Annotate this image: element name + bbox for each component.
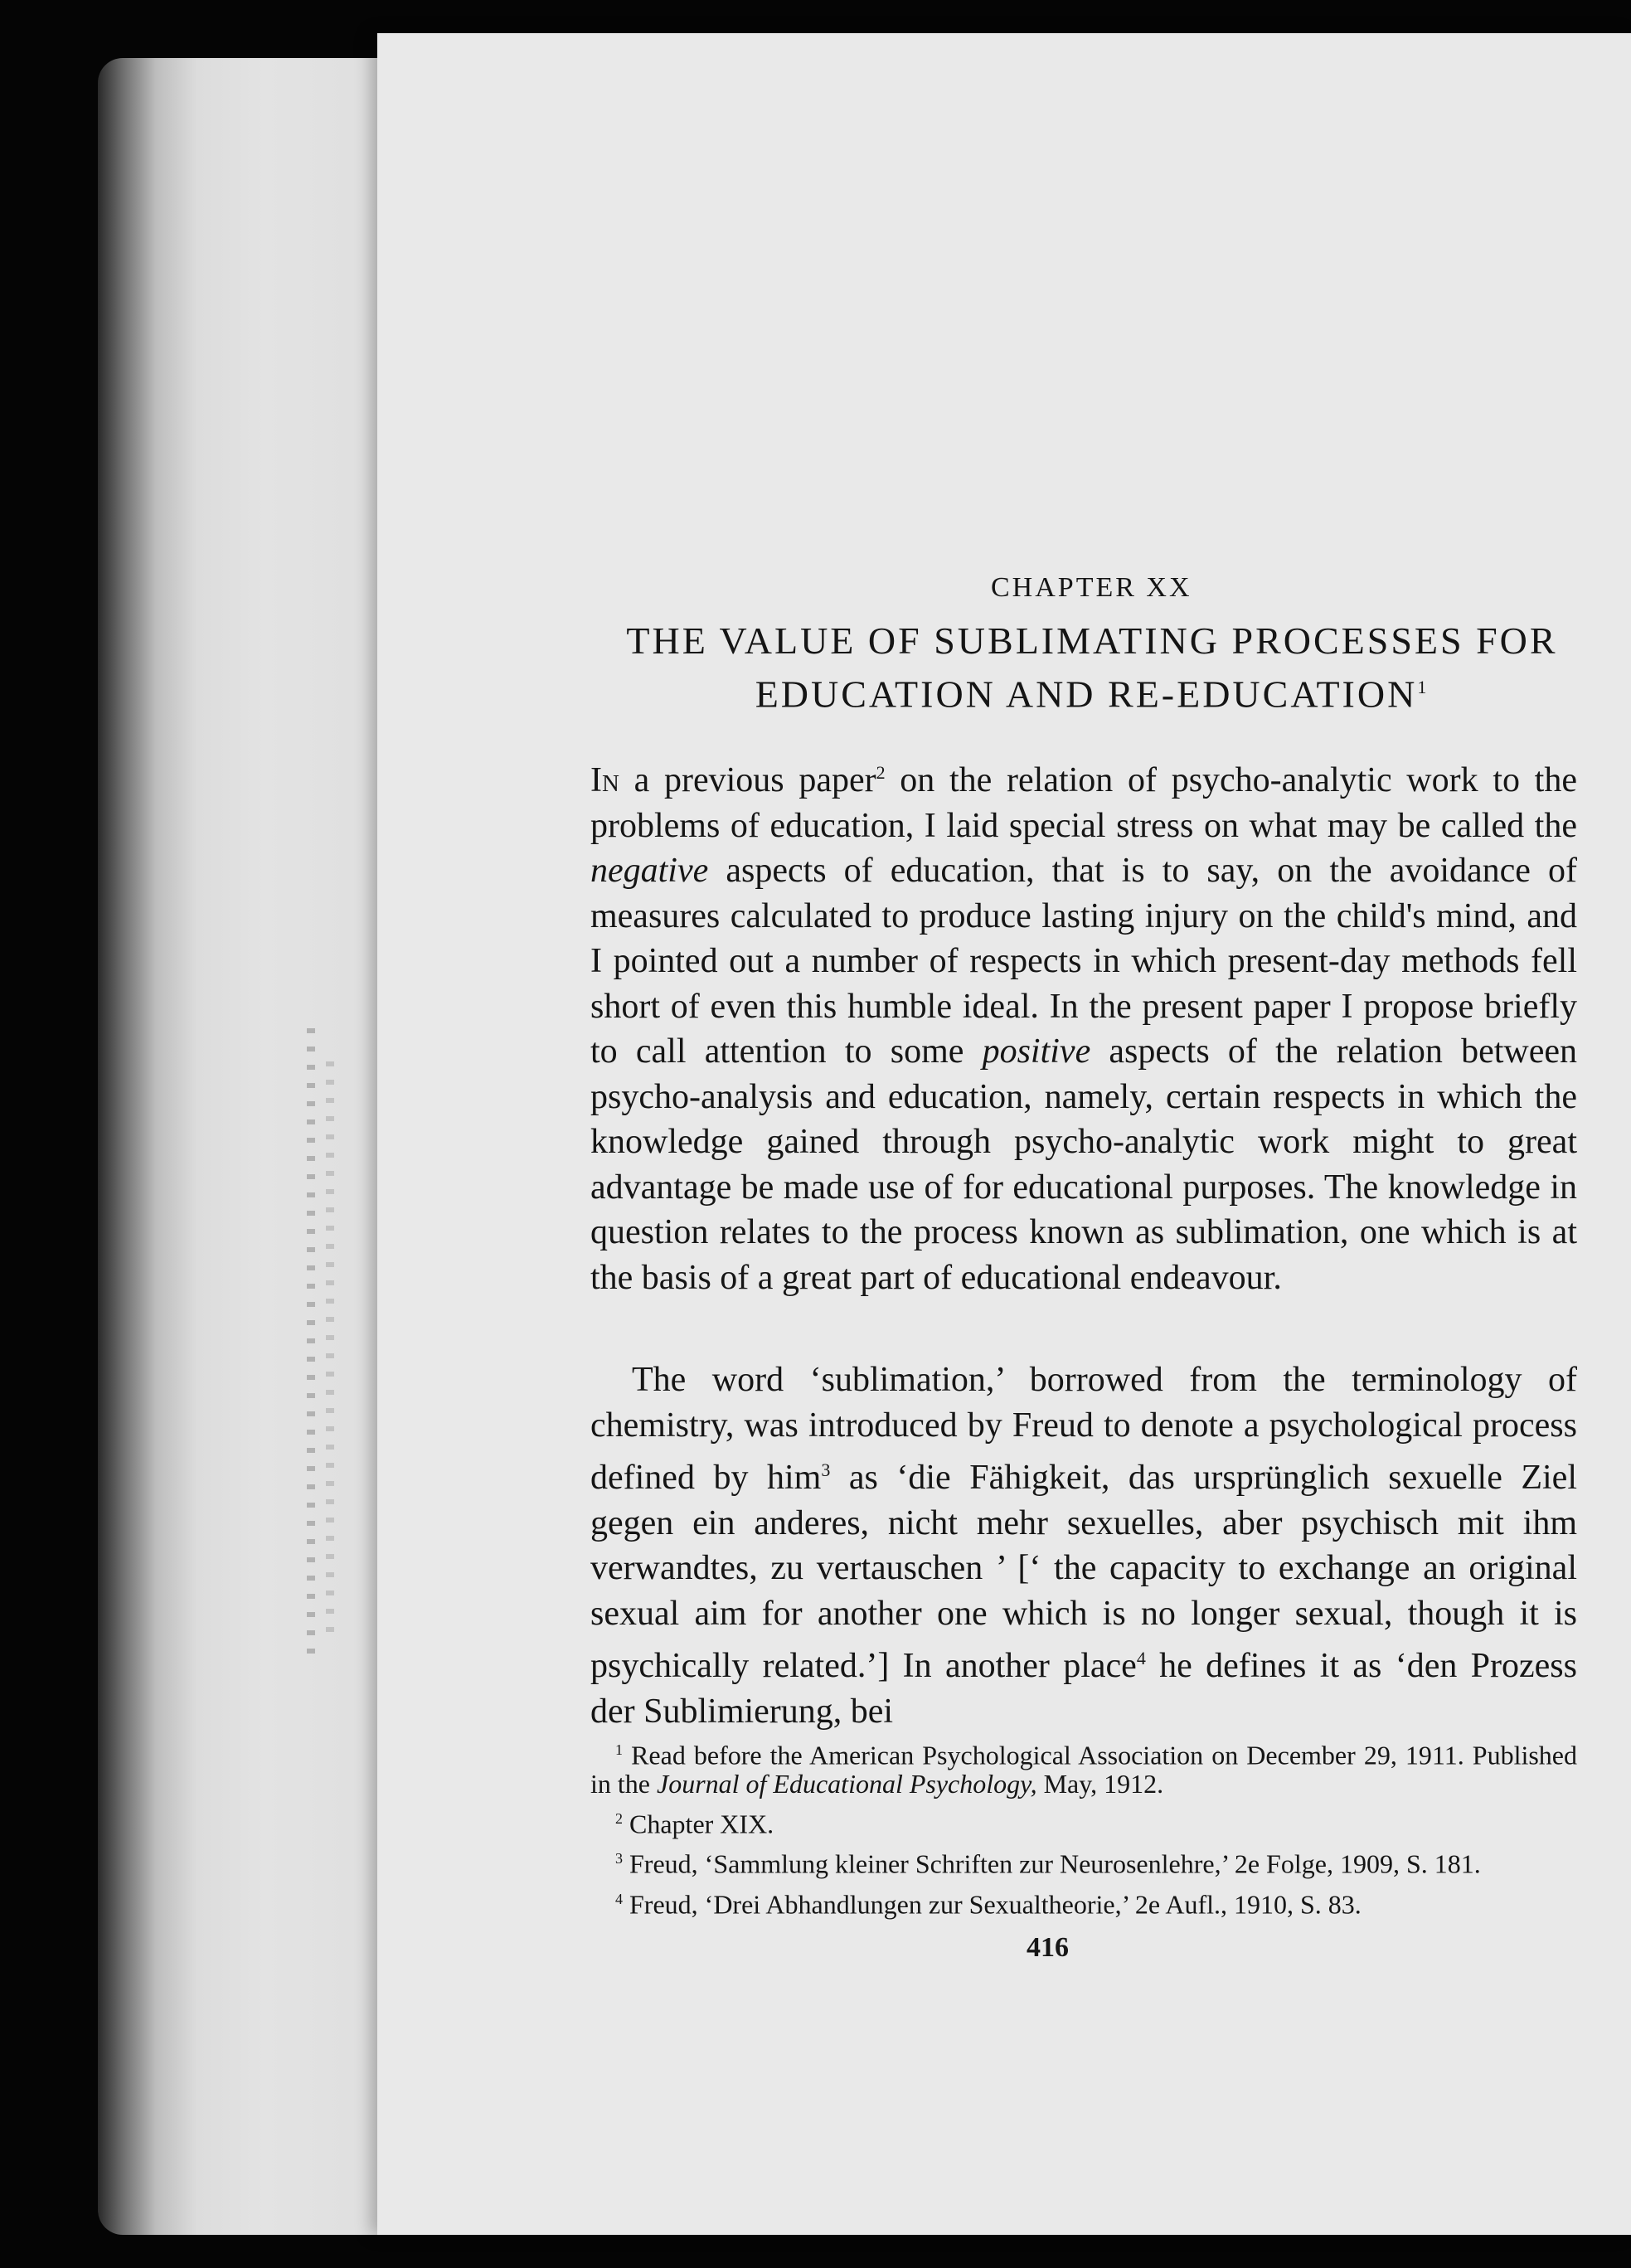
italic-negative: negative [590, 852, 709, 890]
footnote-1-marker: 1 [615, 1741, 623, 1758]
footnote-2 [590, 1804, 1577, 1838]
paragraph-1-text-a: on the relation of psycho-analytic work to the problems of education, I laid special stress on what may be called the [590, 761, 1577, 845]
page-edge-marks [307, 1028, 315, 1659]
footnote-marker-2: 2 [876, 762, 886, 783]
footnote-1-after: May, 1912. [1036, 1768, 1164, 1799]
footnote-2-text: Chapter XIX. [629, 1809, 774, 1839]
paragraph-2-text-a: The word ‘sublimation,’ borrowed from the terminology of chemistry, was introduced by Freud to denote a psychological process defined by him [590, 1361, 1577, 1497]
paragraph-2-text-c: he defines it as ‘den Prozess der Sublimierung, bei [590, 1647, 1577, 1731]
paragraph-1-first-word: In [590, 761, 619, 799]
footnote-4 [590, 1885, 1577, 1919]
title-footnote-marker: 1 [1417, 677, 1430, 697]
footnote-2-marker: 2 [615, 1809, 623, 1827]
chapter-label: CHAPTER XX [991, 572, 1192, 603]
paragraph-2-text-b: as ‘die Fähigkeit, das ursprünglich sexuelle Ziel gegen ein anderes, nicht mehr sexuelles, aber psychisch mit ihm verwandtes, zu vertauschen ’ [‘ the capacity to exchange an original sexual aim for another one which is no longer sexual, though it is psychically related.’] In another place [590, 1459, 1577, 1685]
footnote-3 [590, 1844, 1577, 1878]
paragraph-1-text-b: aspects of education, that is to say, on the avoidance of measures calculated to produce lasting injury on the child's mind, and I pointed out a number of respects in which present-day methods fell short of even this humble ideal. In the present paper I propose briefly to call attention to some [590, 852, 1577, 1071]
footnote-1 [590, 1736, 1577, 1798]
footnote-4-marker: 4 [615, 1890, 623, 1907]
paragraph-1 [590, 750, 1577, 1300]
chapter-title-text: THE VALUE OF SUBLIMATING PROCESSES FOR EDUCATION AND RE-EDUCATION [626, 619, 1558, 716]
paragraph-1-text-c: aspects of the relation between psycho-analysis and education, namely, certain respects in which the knowledge gained through psycho-analytic work might to great advantage be made use of for educational purposes. The knowledge in question relates to the process known as sublimation, one which is at the basis of a great part of educational endeavour. [590, 1032, 1577, 1297]
page-number: 416 [1027, 1932, 1069, 1963]
footnote-1-italic: Journal of Educational Psychology, [656, 1768, 1037, 1799]
footnote-3-text: Freud, ‘Sammlung kleiner Schriften zur Neurosenlehre,’ 2e Folge, 1909, S. 181. [629, 1848, 1481, 1879]
italic-positive: positive [982, 1032, 1091, 1071]
paragraph-1-lead: a previous paper [619, 761, 876, 799]
paragraph-2 [590, 1357, 1577, 1734]
footnote-1-text: Read before the American Psychological Association on December 29, 1911. Published in the [590, 1740, 1578, 1799]
page-edge-marks-secondary [326, 1061, 334, 1642]
footnotes [590, 1736, 1577, 1926]
footnote-marker-3: 3 [821, 1459, 831, 1480]
chapter-title [590, 618, 1594, 717]
footnote-3-marker: 3 [615, 1850, 623, 1867]
footnote-marker-4: 4 [1136, 1648, 1146, 1668]
footnote-4-text: Freud, ‘Drei Abhandlungen zur Sexualtheorie,’ 2e Aufl., 1910, S. 83. [629, 1889, 1362, 1920]
